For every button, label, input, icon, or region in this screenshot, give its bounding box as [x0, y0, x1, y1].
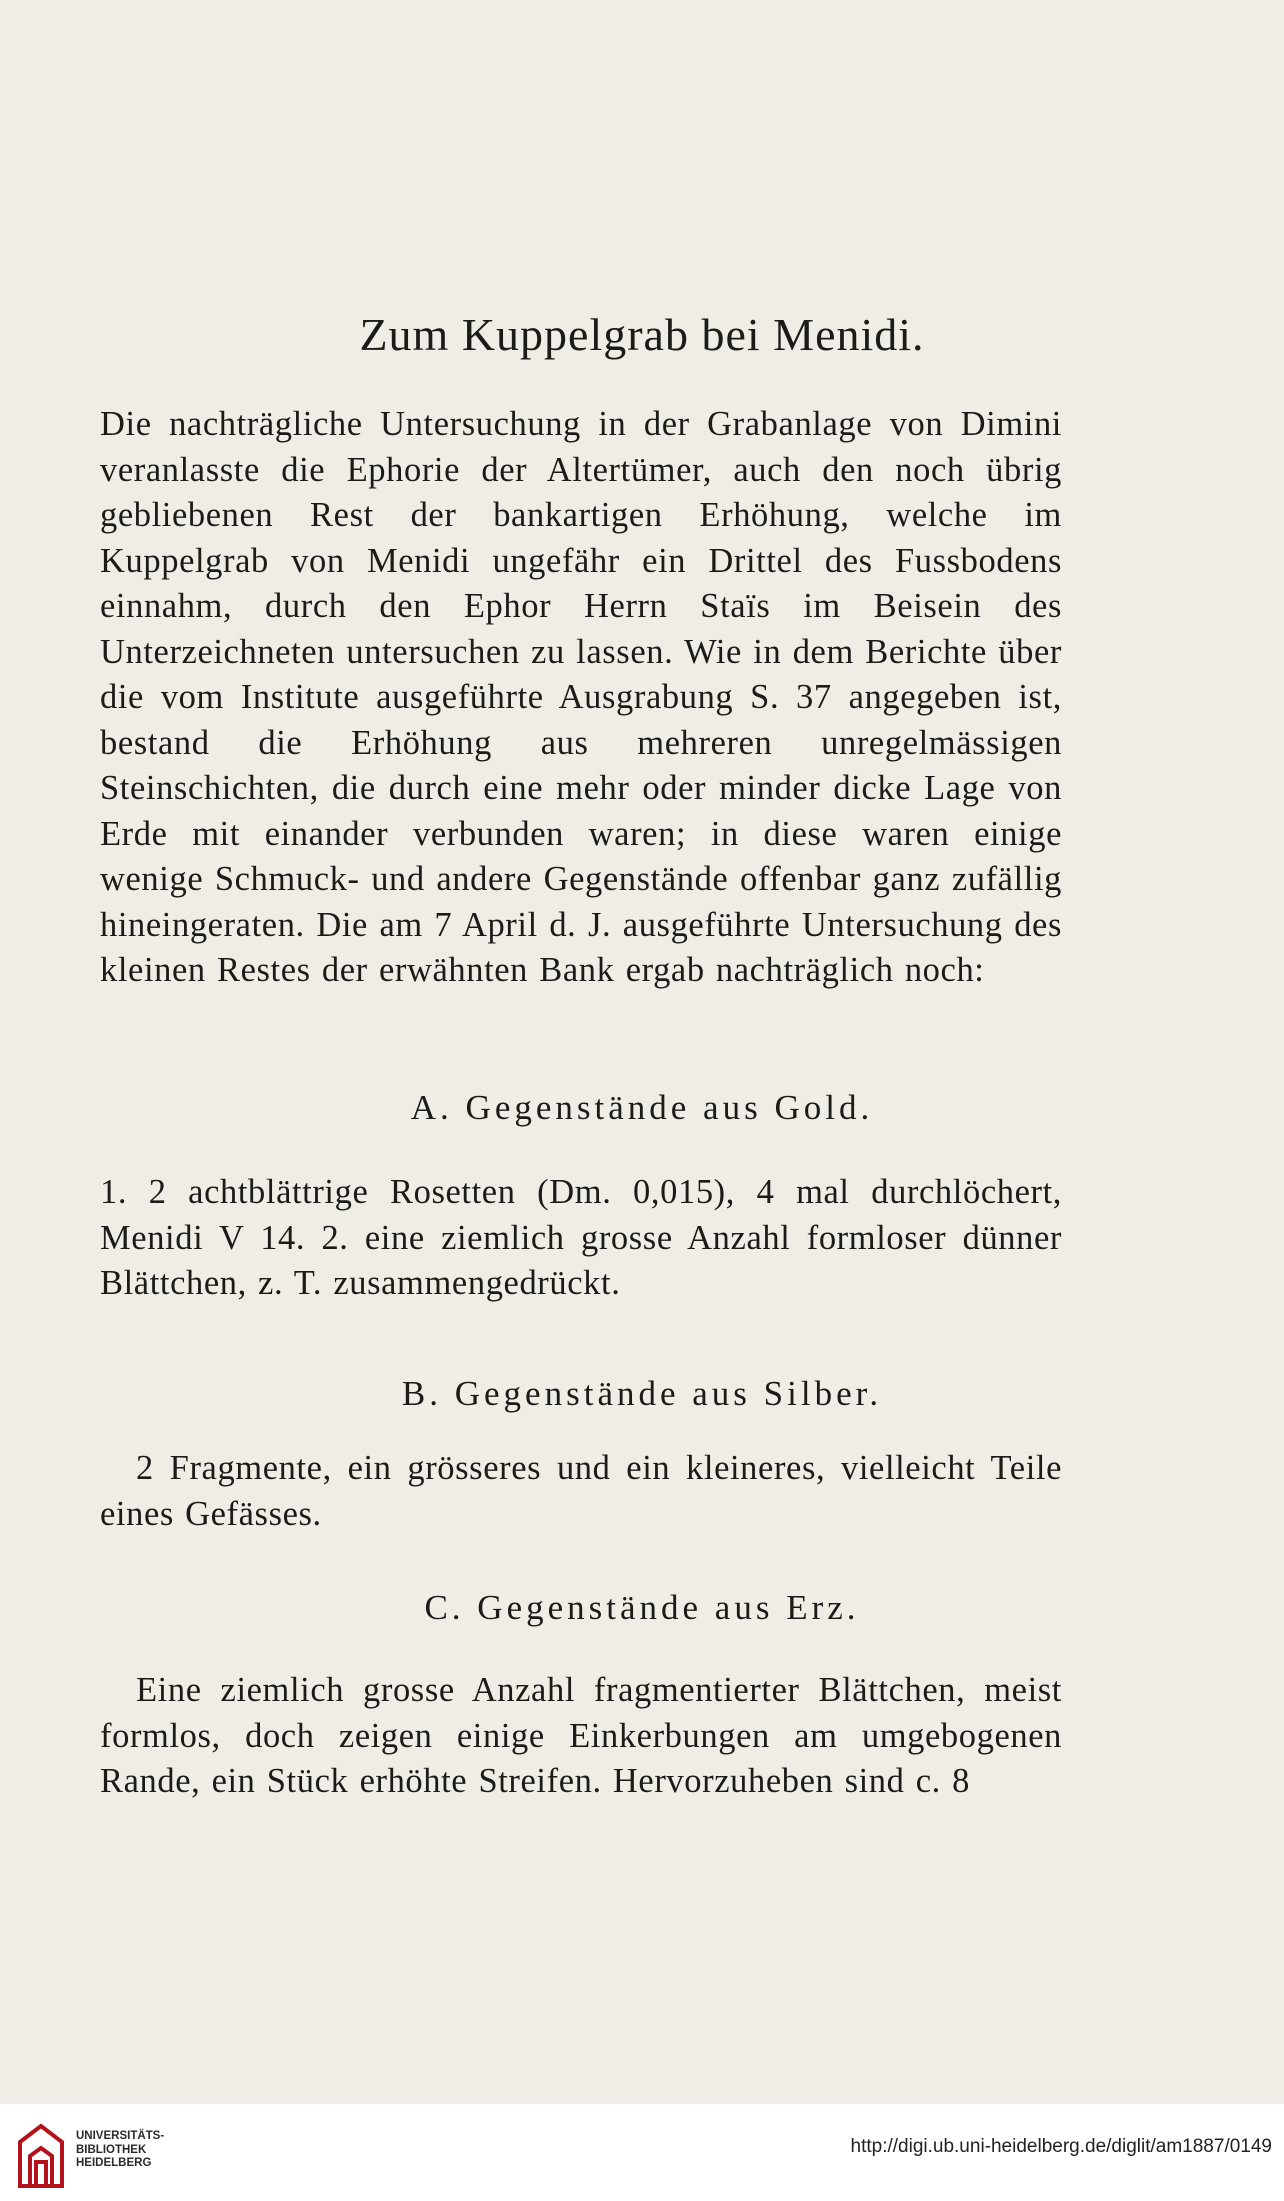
library-name-line: UNIVERSITÄTS-	[76, 2130, 165, 2142]
section-heading-gold: A. Gegenstände aus Gold.	[410, 1088, 874, 1127]
library-name-line: BIBLIOTHEK	[76, 2143, 147, 2156]
university-library-logo-icon	[14, 2122, 68, 2190]
intro-paragraph: Die nachträgliche Untersuchung in der Grabanlage von Dimini veranlasste die Ephorie der Altertümer, auch den noch übrig gebliebenen Rest der bankartigen Erhöhung, welche im Kuppelgrab von Menidi ungefähr ein Drittel des Fussbodens einnahm, durch den Ephor Herrn Staïs im Beisein des Unterzeichneten untersuchen zu lassen. Wie in dem Berichte über die vom Institute ausgeführte Ausgrabung S. 37 angegeben ist, bestand die Erhöhung aus mehreren unregelmässigen Steinschichten, die durch eine mehr oder minder dicke Lage von Erde mit einander verbunden waren; in diese waren einige wenige Schmuck- und andere Gegenstände offenbar ganz zufällig hineingeraten. Die am 7 April d. J. ausgeführte Untersuchung des kleinen Restes der erwähnten Bank ergab nachträglich noch:	[100, 405, 1062, 989]
footer-bar	[0, 2104, 1284, 2201]
section-text-erz: Eine ziemlich grosse Anzahl fragmentierter Blättchen, meist formlos, doch zeigen einige Einkerbungen am umgebogenen Rande, ein Stück erhöhte Streifen. Hervorzuheben sind c. 8	[100, 1671, 1062, 1800]
section-text-silver: 2 Fragmente, ein grösseres und ein kleineres, vielleicht Teile eines Gefässes.	[100, 1449, 1062, 1533]
page-title: Zum Kuppelgrab bei Menidi.	[359, 309, 925, 360]
section-heading-silver: B. Gegenstände aus Silber.	[401, 1374, 883, 1413]
source-url-link[interactable]: http://digi.ub.uni-heidelberg.de/diglit/am1887/0149	[850, 2136, 1272, 2157]
library-name	[76, 2130, 164, 2171]
section-heading-erz: C. Gegenstände aus Erz.	[424, 1588, 860, 1627]
section-text-gold: 1. 2 achtblättrige Rosetten (Dm. 0,015), 4 mal durchlöchert, Menidi V 14. 2. eine ziemlich grosse Anzahl formloser dünner Blättchen, z. T. zusammengedrückt.	[100, 1173, 1062, 1302]
library-name-line: HEIDELBERG	[76, 2157, 152, 2169]
